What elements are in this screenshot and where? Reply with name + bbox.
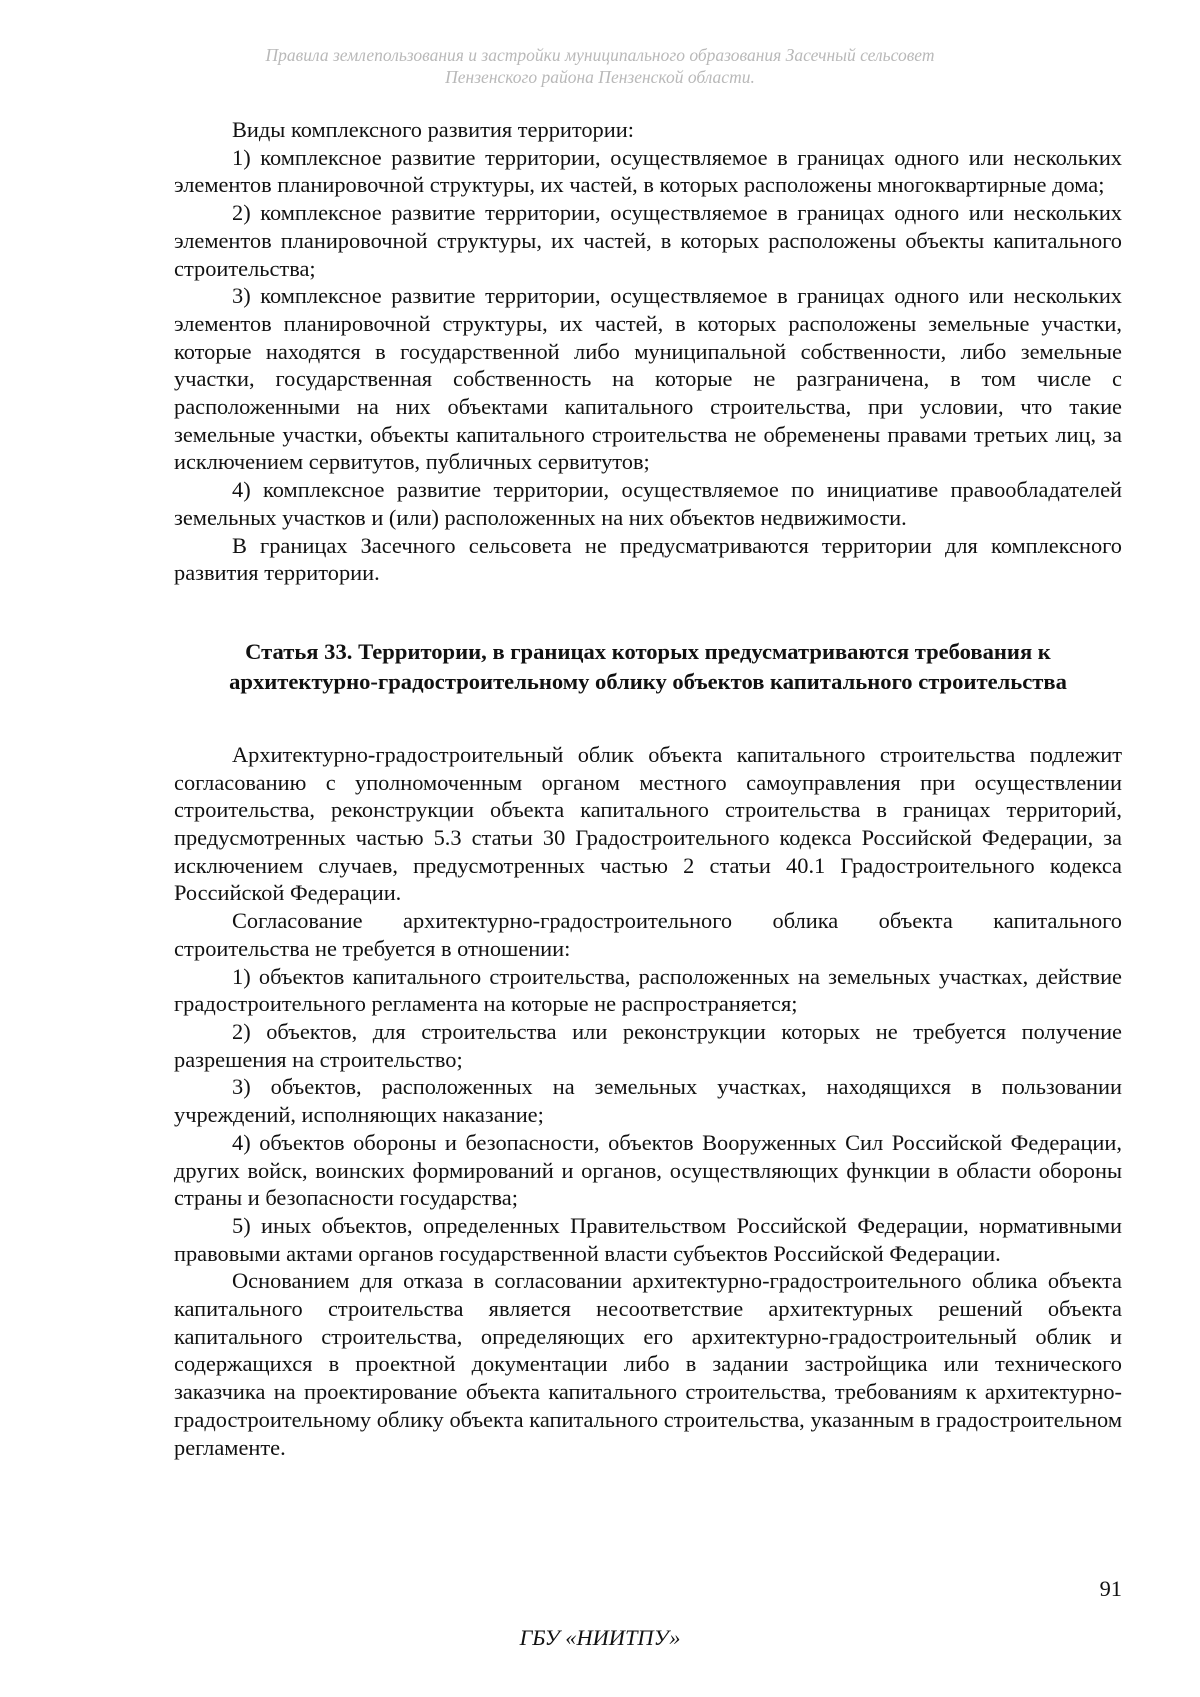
running-header-line-2: Пензенского района Пензенской области.: [445, 67, 755, 87]
list-item: 3) объектов, расположенных на земельных участках, находящихся в пользовании учреждений, исполняющих наказание;: [174, 1074, 1122, 1128]
paragraph: В границах Засечного сельсовета не предусматриваются территории для комплексного развития территории.: [174, 532, 1122, 586]
paragraph: Основанием для отказа в согласовании архитектурно-градостроительного облика объекта капитального строительства является несоответствие архитектурных решений объекта капитального строительства, определяющих его архитектурно-градостроительный облик и содержащихся в проектной документации либо в задании застройщика или технического заказчика на проектирование объекта капитального строительства, требованиям к архитектурно-градостроительному облику объекта капитального строительства, указанным в градостроительном регламенте.: [174, 1268, 1122, 1460]
running-header: [0, 44, 1200, 88]
section-territory-development-types: [174, 116, 1122, 587]
running-footer: ГБУ «НИИТПУ»: [519, 1625, 681, 1650]
paragraph: Архитектурно-градостроительный облик объекта капитального строительства подлежит согласованию с уполномоченным органом местного самоуправления при осуществлении строительства, реконструкции объекта капитального строительства в границах территорий, предусмотренных частью 5.3 статьи 30 Градостроительного кодекса Российской Федерации, за исключением случаев, предусмотренных частью 2 статьи 40.1 Градостроительного кодекса Российской Федерации.: [174, 741, 1122, 906]
list-item: 1) комплексное развитие территории, осуществляемое в границах одного или нескольких элементов планировочной структуры, их частей, в которых расположены многоквартирные дома;: [174, 144, 1122, 198]
paragraph: Виды комплексного развития территории:: [232, 117, 634, 142]
section-article-33: [174, 741, 1122, 1461]
page-body: [174, 116, 1122, 1461]
list-item: 2) объектов, для строительства или реконструкции которых не требуется получение разрешения на строительство;: [174, 1018, 1122, 1072]
article-heading: Статья 33. Территории, в границах которых предусматриваются требования к архитектурно-градостроительному облику объектов капитального строительства: [229, 638, 1067, 694]
list-item: 1) объектов капитального строительства, расположенных на земельных участках, действие градостроительного регламента на которые не распространяется;: [174, 963, 1122, 1017]
list-item: 4) объектов обороны и безопасности, объектов Вооруженных Сил Российской Федерации, других войск, воинских формирований и органов, осуществляющих функции в области обороны страны и безопасности государства;: [174, 1129, 1122, 1211]
paragraph: Согласование архитектурно-градостроительного облика объекта капитального строительства не требуется в отношении:: [174, 908, 1122, 961]
running-header-line-1: Правила землепользования и застройки муниципального образования Засечный сельсовет: [265, 45, 935, 65]
list-item: 2) комплексное развитие территории, осуществляемое в границах одного или нескольких элементов планировочной структуры, их частей, в которых расположены объекты капитального строительства;: [174, 200, 1122, 281]
list-item: 4) комплексное развитие территории, осуществляемое по инициативе правообладателей земельных участков и (или) расположенных на них объектов недвижимости.: [174, 477, 1122, 530]
page-number: 91: [1099, 1576, 1122, 1601]
list-item: 5) иных объектов, определенных Правительством Российской Федерации, нормативными правовыми актами органов государственной власти субъектов Российской Федерации.: [174, 1212, 1122, 1266]
list-item: 3) комплексное развитие территории, осуществляемое в границах одного или нескольких элементов планировочной структуры, их частей, в которых расположены земельные участки, которые находятся в государственной либо муниципальной собственности, либо земельные участки, государственная собственность на которые не разграничена, в том числе с расположенными на них объектами капитального строительства, при условии, что такие земельные участки, объекты капитального строительства не обременены правами третьих лиц, за исключением сервитутов, публичных сервитутов;: [174, 283, 1122, 475]
